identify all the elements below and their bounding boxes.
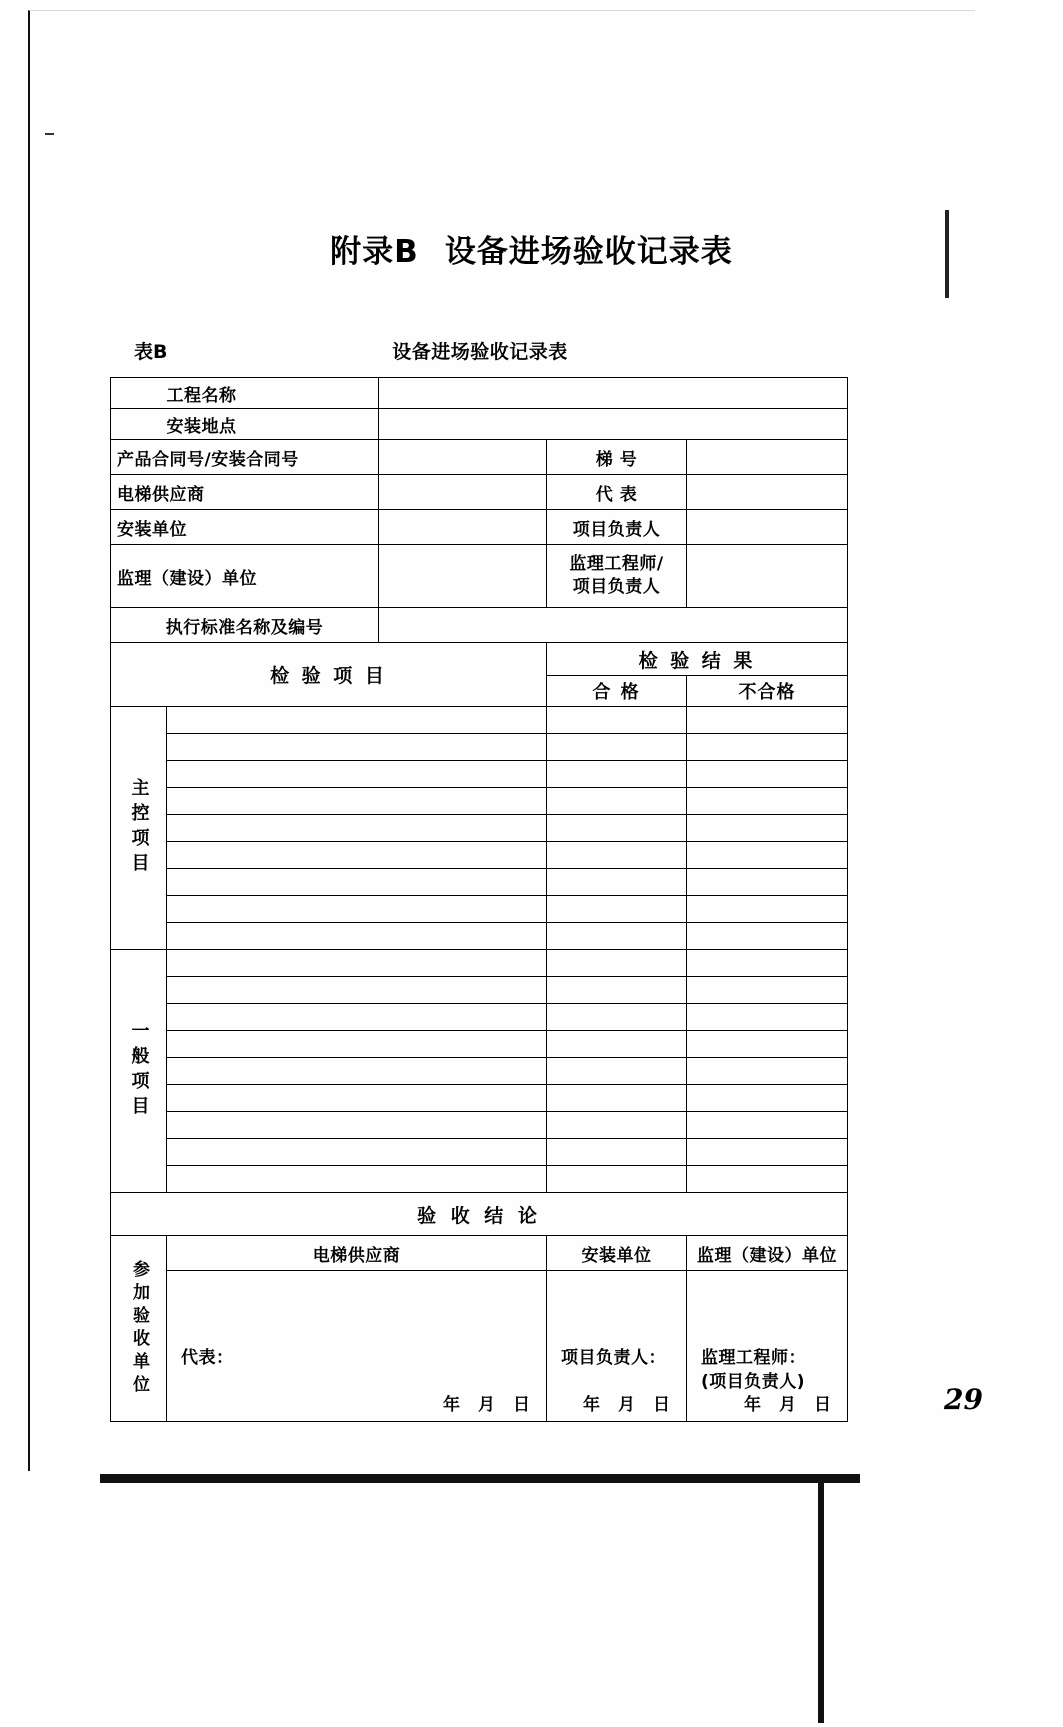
signature-cell-installer[interactable] (547, 1271, 687, 1422)
standard-label: 执行标准名称及编号 (111, 608, 379, 643)
table-row-general-item (111, 977, 848, 1004)
signature-label-installer: 项目负责人： (561, 1348, 666, 1368)
table-row-conclusion-units-header (111, 1236, 848, 1271)
supervisor-engineer-label: 监理工程师/ 项目负责人 (547, 545, 687, 608)
main-item-0-name[interactable] (167, 707, 547, 734)
table-row-main-item (111, 761, 848, 788)
main-item-5-fail[interactable] (687, 842, 848, 869)
main-item-8-pass[interactable] (547, 923, 687, 950)
main-item-7-name[interactable] (167, 896, 547, 923)
main-item-3-pass[interactable] (547, 788, 687, 815)
installer-value[interactable] (379, 510, 547, 545)
table-row-main-item (111, 734, 848, 761)
conclusion-units-label: 参加验收单位 (129, 1259, 149, 1398)
conclusion-col-supplier: 电梯供应商 (167, 1236, 547, 1271)
main-item-3-fail[interactable] (687, 788, 848, 815)
signature-label-supervisor-sub: (项目负责人) (701, 1372, 806, 1392)
general-item-7-fail[interactable] (687, 1139, 848, 1166)
contract-no-value[interactable] (379, 440, 547, 475)
appendix-label: 附录B (330, 234, 419, 270)
supplier-label: 电梯供应商 (111, 475, 379, 510)
general-item-5-fail[interactable] (687, 1085, 848, 1112)
main-item-7-fail[interactable] (687, 896, 848, 923)
table-row-general-item (111, 1085, 848, 1112)
general-item-8-fail[interactable] (687, 1166, 848, 1193)
general-item-3-fail[interactable] (687, 1031, 848, 1058)
general-item-8-name[interactable] (167, 1166, 547, 1193)
standard-value[interactable] (379, 608, 848, 643)
general-item-6-fail[interactable] (687, 1112, 848, 1139)
table-row-installer (111, 510, 848, 545)
main-item-4-pass[interactable] (547, 815, 687, 842)
table-row-project-name (111, 378, 848, 409)
general-item-0-pass[interactable] (547, 950, 687, 977)
signature-cell-supplier[interactable] (167, 1271, 547, 1422)
table-row-contract-no (111, 440, 848, 475)
table-row-general-item (111, 1058, 848, 1085)
table-row-main-item (111, 788, 848, 815)
contract-no-label: 产品合同号/安装合同号 (111, 440, 379, 475)
main-group-label-cell (111, 707, 167, 950)
general-item-4-pass[interactable] (547, 1058, 687, 1085)
table-caption-center: 设备进场验收记录表 (392, 341, 568, 363)
install-site-value[interactable] (379, 409, 848, 440)
install-site-label: 安装地点 (167, 409, 379, 440)
table-row-main-item (111, 923, 848, 950)
general-group-label-cell (111, 950, 167, 1193)
table-row-supplier (111, 475, 848, 510)
table-row-supervisor (111, 545, 848, 608)
installer-label: 安装单位 (111, 510, 379, 545)
general-item-5-pass[interactable] (547, 1085, 687, 1112)
main-item-0-fail[interactable] (687, 707, 848, 734)
signature-label-supplier: 代表： (181, 1348, 234, 1368)
table-row-main-item (111, 815, 848, 842)
general-item-0-name[interactable] (167, 950, 547, 977)
install-site-label-left (111, 409, 167, 440)
general-item-1-name[interactable] (167, 977, 547, 1004)
page-title (0, 226, 1063, 271)
general-item-5-name[interactable] (167, 1085, 547, 1112)
table-row-conclusion-title (111, 1193, 848, 1236)
signature-label-supervisor: 监理工程师： (701, 1348, 806, 1368)
table-row-standard (111, 608, 848, 643)
general-item-6-pass[interactable] (547, 1112, 687, 1139)
conclusion-section-title: 验 收 结 论 (111, 1193, 848, 1236)
table-caption-left: 表B (134, 341, 168, 363)
signature-cell-supervisor[interactable] (687, 1271, 848, 1422)
table-row-general-item (111, 1166, 848, 1193)
table-row-main-item (111, 896, 848, 923)
general-item-4-name[interactable] (167, 1058, 547, 1085)
general-item-6-name[interactable] (167, 1112, 547, 1139)
general-item-8-pass[interactable] (547, 1166, 687, 1193)
supervisor-engineer-value[interactable] (687, 545, 848, 608)
main-item-5-name[interactable] (167, 842, 547, 869)
general-item-1-fail[interactable] (687, 977, 848, 1004)
main-item-2-name[interactable] (167, 761, 547, 788)
conclusion-col-supervisor: 监理（建设）单位 (687, 1236, 848, 1271)
signature-date-supervisor[interactable]: 年 月 日 (744, 1395, 834, 1415)
main-item-2-pass[interactable] (547, 761, 687, 788)
table-row-install-site (111, 409, 848, 440)
main-item-2-fail[interactable] (687, 761, 848, 788)
table-caption (110, 337, 850, 365)
installer-pm-value[interactable] (687, 510, 848, 545)
supervisor-label: 监理（建设）单位 (111, 545, 379, 608)
table-row-general-item (111, 950, 848, 977)
table-row-general-item (111, 1139, 848, 1166)
table-row-general-item (111, 1004, 848, 1031)
acceptance-record-form (110, 377, 848, 1422)
main-item-6-name[interactable] (167, 869, 547, 896)
project-name-value[interactable] (379, 378, 848, 409)
main-item-6-fail[interactable] (687, 869, 848, 896)
table-row-conclusion-signatures (111, 1271, 848, 1422)
main-group-label: 主控项目 (128, 778, 150, 878)
table-row-main-item (111, 707, 848, 734)
table-row-general-item (111, 1031, 848, 1058)
inspection-result-column-header: 检 验 结 果 (547, 643, 848, 676)
inspection-item-column-header: 检 验 项 目 (111, 643, 547, 707)
elevator-no-value[interactable] (687, 440, 848, 475)
project-name-label: 工程名称 (167, 378, 379, 409)
table-row-main-item (111, 869, 848, 896)
inspection-result-pass-header: 合 格 (547, 676, 687, 707)
general-item-2-name[interactable] (167, 1004, 547, 1031)
signature-date-installer[interactable]: 年 月 日 (583, 1395, 672, 1415)
inspection-result-fail-header: 不合格 (687, 676, 848, 707)
main-item-8-fail[interactable] (687, 923, 848, 950)
main-item-5-pass[interactable] (547, 842, 687, 869)
general-item-4-fail[interactable] (687, 1058, 848, 1085)
main-item-6-pass[interactable] (547, 869, 687, 896)
main-item-1-fail[interactable] (687, 734, 848, 761)
general-item-7-pass[interactable] (547, 1139, 687, 1166)
general-item-3-name[interactable] (167, 1031, 547, 1058)
main-item-0-pass[interactable] (547, 707, 687, 734)
project-name-label-left (111, 378, 167, 409)
general-item-2-fail[interactable] (687, 1004, 848, 1031)
main-item-4-name[interactable] (167, 815, 547, 842)
signature-date-supplier[interactable]: 年 月 日 (443, 1395, 532, 1415)
supplier-rep-label: 代 表 (547, 475, 687, 510)
conclusion-units-label-cell (111, 1236, 167, 1422)
main-item-8-name[interactable] (167, 923, 547, 950)
table-row-general-item (111, 1112, 848, 1139)
elevator-no-label: 梯 号 (547, 440, 687, 475)
conclusion-col-installer: 安装单位 (547, 1236, 687, 1271)
general-group-label: 一般项目 (128, 1021, 150, 1121)
page-number: 29 (944, 1383, 983, 1416)
main-item-4-fail[interactable] (687, 815, 848, 842)
table-row-main-item (111, 842, 848, 869)
main-item-3-name[interactable] (167, 788, 547, 815)
general-item-2-pass[interactable] (547, 1004, 687, 1031)
appendix-name: 设备进场验收记录表 (444, 234, 733, 270)
main-item-1-pass[interactable] (547, 734, 687, 761)
supplier-value[interactable] (379, 475, 547, 510)
general-item-1-pass[interactable] (547, 977, 687, 1004)
installer-pm-label: 项目负责人 (547, 510, 687, 545)
supplier-rep-value[interactable] (687, 475, 848, 510)
main-item-1-name[interactable] (167, 734, 547, 761)
main-item-7-pass[interactable] (547, 896, 687, 923)
general-item-3-pass[interactable] (547, 1031, 687, 1058)
general-item-7-name[interactable] (167, 1139, 547, 1166)
supervisor-value[interactable] (379, 545, 547, 608)
table-row-inspection-header (111, 643, 848, 676)
general-item-0-fail[interactable] (687, 950, 848, 977)
